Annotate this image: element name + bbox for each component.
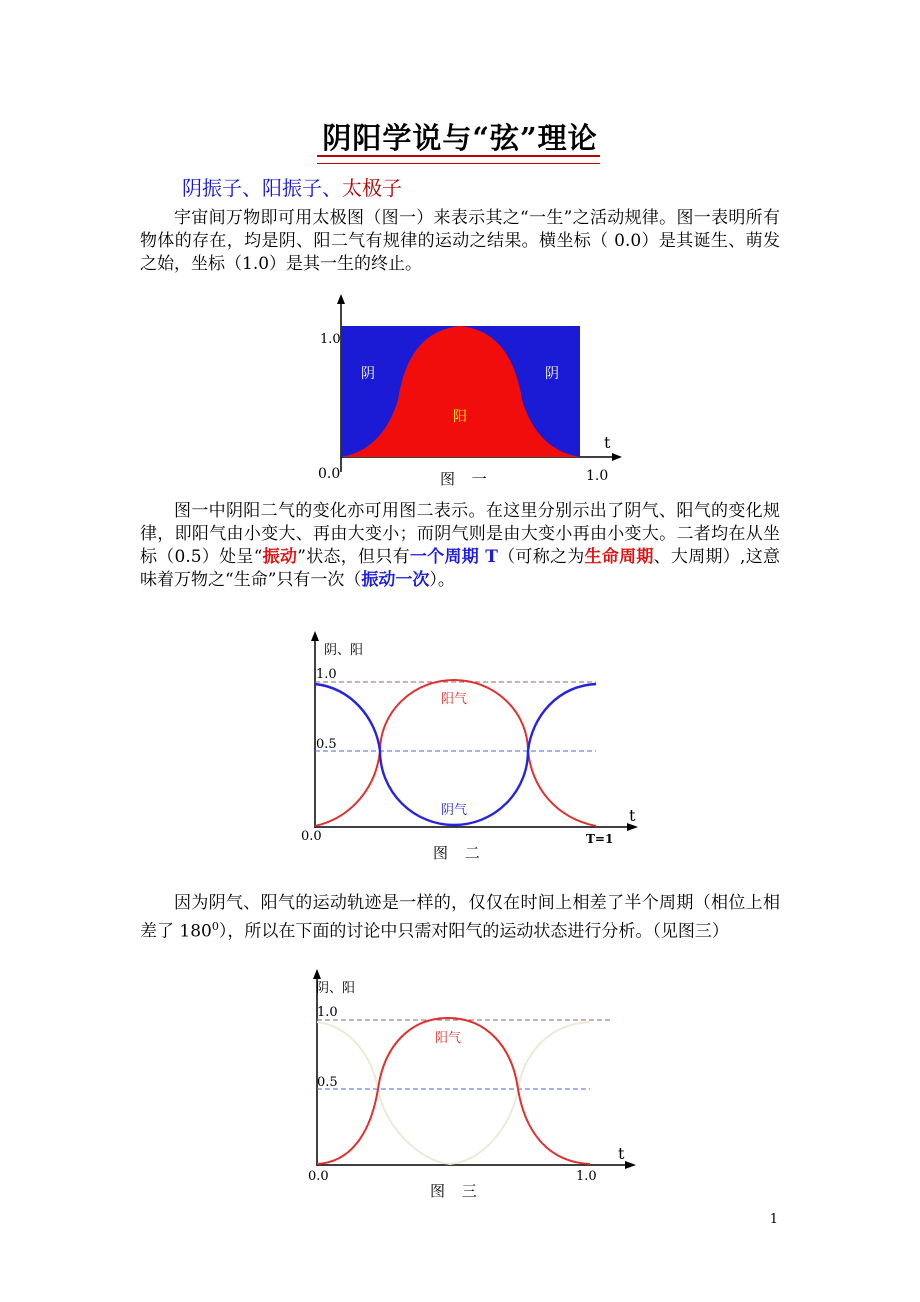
fig3-yang-label: 阳气	[435, 1031, 462, 1046]
fig1-caption: 图 一	[440, 470, 493, 488]
paragraph-2-text	[140, 500, 780, 592]
fig1-yang-label: 阳	[453, 409, 467, 425]
page-number: 1	[769, 1212, 778, 1227]
p3-text-1: 因为阴气、阳气的运动轨迹是一样的，仅仅在时间上相差了半个周期（相位上相差了 180	[140, 893, 780, 942]
fig3-y-tick-mid: 0.5	[317, 1075, 338, 1090]
p3-text-2: ），所以在下面的讨论中只需对阳气的运动状态进行分析。（见图三）	[218, 921, 729, 942]
p2-text-3: （可称之为	[497, 547, 585, 567]
fig1-y-arrow	[337, 294, 345, 304]
p2-text-2: ”状态，但只有	[297, 547, 410, 567]
figure-3	[300, 966, 645, 1202]
fig3-caption: 图 三	[430, 1182, 483, 1200]
paragraph-1-text: 宇宙间万物即可用太极图（图一）来表示其之“一生”之活动规律。图一表明所有物体的存在，均是阴、阳二气有规律的运动之结果。横坐标（ 0.0）是其诞生、萌发之始，坐标（1.0）是其一生的终止。	[140, 208, 780, 274]
fig2-y-tick-top: 1.0	[316, 667, 337, 682]
paragraph-3	[140, 892, 780, 944]
fig1-t-label: t	[604, 433, 611, 452]
fig1-x-origin: 0.0	[318, 466, 341, 482]
page-title: 阴阳学说与“弦”理论	[322, 121, 598, 155]
paragraph-3-text	[140, 892, 780, 944]
subtitle-part1: 阴振子、阳振子、	[182, 176, 342, 200]
subtitle-part2: 太极子	[342, 176, 402, 200]
fig2-yang-right	[528, 751, 596, 826]
fig2-y-arrow	[311, 631, 319, 641]
fig1-x-arrow	[612, 453, 622, 461]
fig2-yang-left	[315, 751, 380, 826]
p2-highlight-period: 一个周期 T	[409, 547, 498, 567]
fig2-yin-label: 阴气	[441, 803, 468, 818]
fig1-x-end: 1.0	[586, 468, 609, 484]
title-underline	[317, 155, 600, 164]
p3-superscript: 0	[211, 920, 219, 933]
figure-1	[300, 292, 630, 498]
fig1-yin-left: 阴	[361, 366, 375, 382]
fig2-yang-label: 阳气	[441, 692, 468, 707]
fig1-y-tick: 1.0	[320, 332, 341, 347]
p2-highlight-once: 振动一次	[361, 570, 430, 590]
paragraph-1	[140, 207, 780, 276]
section-subtitle	[182, 172, 402, 201]
p2-highlight-vibration: 振动	[262, 547, 298, 567]
fig2-y-tick-mid: 0.5	[316, 737, 337, 752]
fig2-t-label: t	[629, 806, 636, 825]
fig3-x-arrow	[625, 1161, 636, 1169]
p2-text-4: 、大周期）,这意味着万物之“生命”只有一次（	[140, 547, 781, 590]
fig2-yin-right	[528, 684, 596, 751]
fig3-x-origin: 0.0	[308, 1169, 329, 1184]
fig2-yang-top	[380, 680, 528, 751]
p2-text-1: 图一中阴阳二气的变化亦可用图二表示。在这里分别示出了阴气、阳气的变化规律，即阳气由小变大、再由大变小；而阴气则是由大变小再由小变大。二者均在从坐标（0.5）处呈“	[140, 501, 780, 567]
fig1-yin-right: 阴	[545, 366, 559, 382]
fig2-y-title: 阴、阳	[324, 643, 364, 658]
fig2-caption: 图 二	[433, 844, 486, 862]
fig3-y-arrow	[313, 969, 321, 979]
figure-2	[296, 628, 646, 868]
fig2-period-label: T=1	[586, 832, 614, 846]
fig3-y-title: 阴、阳	[316, 981, 356, 996]
fig3-t-label: t	[618, 1144, 625, 1163]
p2-text-5: ）。	[429, 570, 455, 590]
fig3-x-end: 1.0	[576, 1169, 597, 1184]
fig2-x-origin: 0.0	[301, 829, 322, 844]
p2-highlight-life-period: 生命周期	[584, 547, 654, 567]
paragraph-2	[140, 500, 780, 592]
fig3-y-tick-top: 1.0	[317, 1005, 338, 1020]
